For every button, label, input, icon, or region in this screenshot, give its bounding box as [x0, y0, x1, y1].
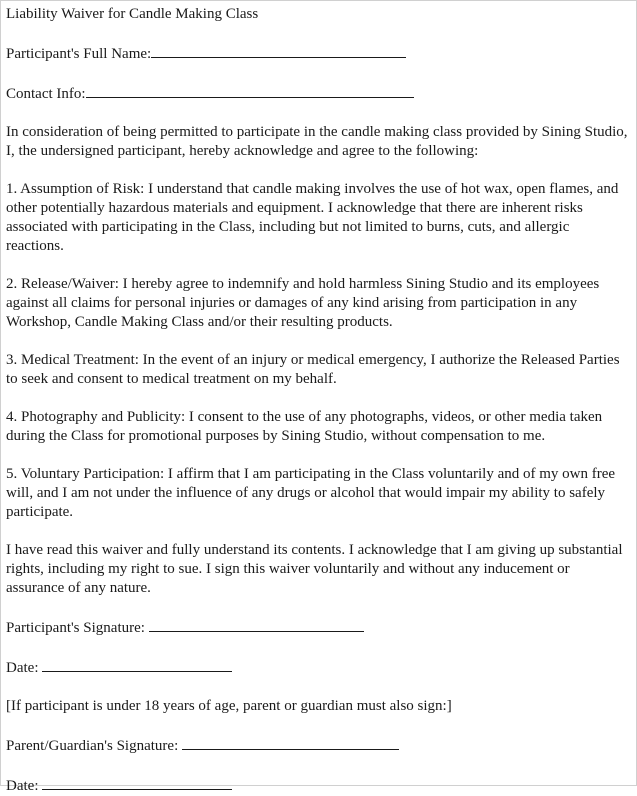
document-title: Liability Waiver for Candle Making Class [6, 6, 259, 22]
clause-voluntary-participation: 5. Voluntary Participation: I affirm that I am participating in the Class voluntarily and of my own free will, and I am not under the influence of any drugs or alcohol that would impair my ability to safely participate. [6, 466, 616, 520]
guardian-signature-row [6, 735, 630, 756]
guardian-date-field[interactable] [42, 775, 232, 790]
full-name-row [6, 43, 630, 64]
date-row [6, 657, 630, 678]
participant-signature-row [6, 617, 630, 638]
full-name-label: Participant's Full Name: [6, 46, 152, 62]
contact-row [6, 83, 630, 104]
acknowledgement-paragraph: I have read this waiver and fully understand its contents. I acknowledge that I am giving up substantial rights, including my right to sue. I sign this waiver voluntarily and without any inducement or assurance of any nature. [6, 542, 623, 596]
clause-photography: 4. Photography and Publicity: I consent to the use of any photographs, videos, or other media taken during the Class for promotional purposes by Sining Studio, without compensation to me. [6, 409, 603, 444]
date-label: Date: [6, 660, 39, 676]
participant-signature-label: Participant's Signature: [6, 620, 145, 636]
participant-signature-field[interactable] [149, 617, 364, 632]
clause-medical-treatment: 3. Medical Treatment: In the event of an injury or medical emergency, I authorize the Released Parties to seek and consent to medical treatment on my behalf. [6, 352, 620, 387]
clause-release-waiver: 2. Release/Waiver: I hereby agree to indemnify and hold harmless Sining Studio and its employees against all claims for personal injuries or damages of any kind arising from participation in any Workshop, Candle Making Class and/or their resulting products. [6, 276, 600, 330]
date-field[interactable] [42, 657, 232, 672]
guardian-date-label: Date: [6, 778, 39, 794]
full-name-field[interactable] [151, 43, 406, 58]
guardian-signature-field[interactable] [182, 735, 399, 750]
guardian-signature-label: Parent/Guardian's Signature: [6, 738, 179, 754]
intro-paragraph: In consideration of being permitted to participate in the candle making class provided by Sining Studio, I, the undersigned participant, hereby acknowledge and agree to the following: [6, 124, 628, 159]
contact-field[interactable] [86, 83, 414, 98]
clause-assumption-of-risk: 1. Assumption of Risk: I understand that candle making involves the use of hot wax, open flames, and other potentially hazardous materials and equipment. I acknowledge that there are inherent risks associated with participating in the Class, including but not limited to burns, cuts, and allergic reactions. [6, 181, 619, 254]
contact-label: Contact Info: [6, 86, 86, 102]
minor-note: [If participant is under 18 years of age, parent or guardian must also sign:] [6, 698, 452, 714]
